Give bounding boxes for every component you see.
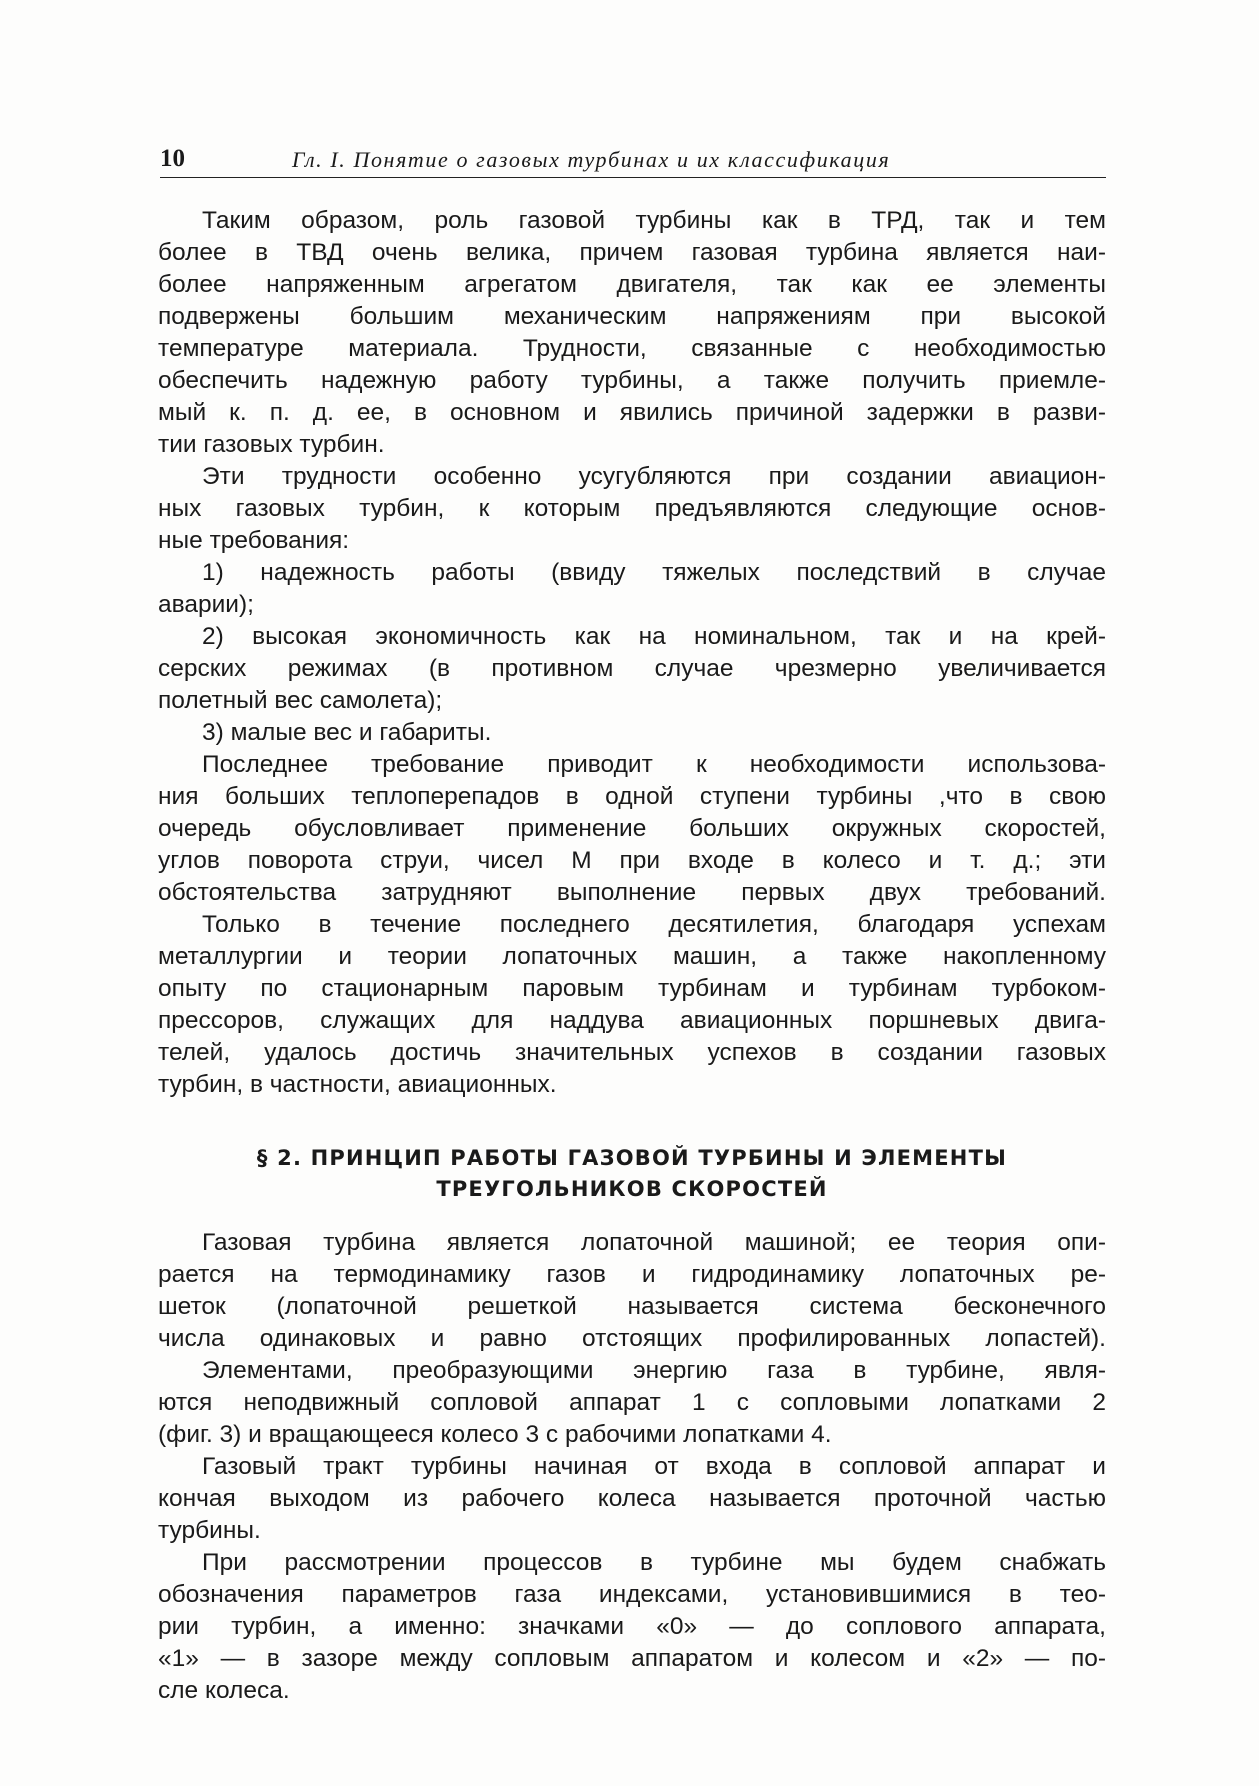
text-line: мый к. п. д. ее, в основном и явились причиной задержки в разви- (158, 399, 1106, 426)
text-line: температуре материала. Трудности, связанные с необходимостью (158, 335, 1106, 362)
text-line: металлургии и теории лопаточных машин, а также накопленному (158, 943, 1106, 970)
paragraph (158, 749, 1106, 909)
text-line: серских режимах (в противном случае чрезмерно увеличивается (158, 655, 1106, 682)
text-line: «1» — в зазоре между сопловым аппаратом и колесом и «2» — по- (158, 1645, 1106, 1672)
paragraph (158, 461, 1106, 557)
text-line: Эти трудности особенно усугубляются при создании авиацион- (202, 463, 1106, 490)
text-line: прессоров, служащих для наддува авиационных поршневых двига- (158, 1007, 1106, 1034)
text-line: рии турбин, а именно: значками «0» — до соплового аппарата, (158, 1613, 1106, 1640)
paragraph (158, 1451, 1106, 1547)
text-line: более напряженным агрегатом двигателя, так как ее элементы (158, 271, 1106, 298)
text-line: обеспечить надежную работу турбины, а также получить приемле- (158, 367, 1106, 394)
text-line: Газовый тракт турбины начиная от входа в сопловой аппарат и (202, 1453, 1106, 1480)
section-heading (158, 1143, 1106, 1205)
text-line: углов поворота струи, чисел М при входе в колесо и т. д.; эти (158, 847, 1106, 874)
text-line: Газовая турбина является лопаточной машиной; ее теория опи- (202, 1229, 1106, 1256)
text-line: очередь обусловливает применение больших окружных скоростей, (158, 815, 1106, 842)
list-item (158, 717, 1106, 749)
text-line: рается на термодинамику газов и гидродинамику лопаточных ре- (158, 1261, 1106, 1288)
text-line: ния больших теплоперепадов в одной ступени турбины ,что в свою (158, 783, 1106, 810)
text-line: При рассмотрении процессов в турбине мы будем снабжать (202, 1549, 1106, 1576)
text-line: телей, удалось достичь значительных успехов в создании газовых (158, 1039, 1106, 1066)
text-line: 1) надежность работы (ввиду тяжелых последствий в случае (202, 559, 1106, 586)
text-line: тии газовых турбин. (158, 431, 385, 458)
paragraph (158, 1227, 1106, 1355)
text-line: обстоятельства затрудняют выполнение первых двух требований. (158, 879, 1106, 906)
text-line: турбин, в частности, авиационных. (158, 1071, 557, 1098)
text-line: полетный вес самолета); (158, 687, 443, 714)
text-line: Элементами, преобразующими энергию газа в турбине, явля- (202, 1357, 1106, 1384)
text-line: более в ТВД очень велика, причем газовая турбина является наи- (158, 239, 1106, 266)
text-line: числа одинаковых и равно отстоящих профилированных лопастей). (158, 1325, 1106, 1352)
text-line: кончая выходом из рабочего колеса называется проточной частью (158, 1485, 1106, 1512)
paragraph (158, 1547, 1106, 1707)
text-line: ных газовых турбин, к которым предъявляются следующие основ- (158, 495, 1106, 522)
text-line: 2) высокая экономичность как на номинальном, так и на крей- (202, 623, 1106, 650)
text-line: ные требования: (158, 527, 350, 554)
text-line: 3) малые вес и габариты. (202, 719, 492, 746)
text-line: обозначения параметров газа индексами, установившимися в тео- (158, 1581, 1106, 1608)
text-line: турбины. (158, 1517, 261, 1544)
text-line: ются неподвижный сопловой аппарат 1 с сопловыми лопатками 2 (158, 1389, 1106, 1416)
running-title: Гл. I. Понятие о газовых турбинах и их классификация (292, 147, 891, 172)
text-line: Таким образом, роль газовой турбины как в ТРД, так и тем (202, 207, 1106, 234)
list-item (158, 557, 1106, 621)
text-line: подвержены большим механическим напряжениям при высокой (158, 303, 1106, 330)
paragraph (158, 1355, 1106, 1451)
text-line: Только в течение последнего десятилетия, благодаря успехам (202, 911, 1106, 938)
text-line: (фиг. 3) и вращающееся колесо 3 с рабочими лопатками 4. (158, 1421, 832, 1448)
running-header (160, 142, 1106, 178)
body-text (158, 205, 1106, 1707)
page-number: 10 (160, 145, 185, 172)
section-heading-line: § 2. ПРИНЦИП РАБОТЫ ГАЗОВОЙ ТУРБИНЫ И ЭЛЕМЕНТЫ (256, 1146, 1008, 1170)
text-line: Последнее требование приводит к необходимости использова- (202, 751, 1106, 778)
text-line: шеток (лопаточной решеткой называется система бесконечного (158, 1293, 1106, 1320)
list-item (158, 621, 1106, 717)
section-heading-line: ТРЕУГОЛЬНИКОВ СКОРОСТЕЙ (436, 1177, 828, 1201)
spacer (158, 1101, 1106, 1143)
text-line: опыту по стационарным паровым турбинам и турбинам турбоком- (158, 975, 1106, 1002)
spacer (158, 1205, 1106, 1227)
text-line: аварии); (158, 591, 254, 618)
paragraph (158, 909, 1106, 1101)
paragraph (158, 205, 1106, 461)
text-line: сле колеса. (158, 1677, 290, 1704)
